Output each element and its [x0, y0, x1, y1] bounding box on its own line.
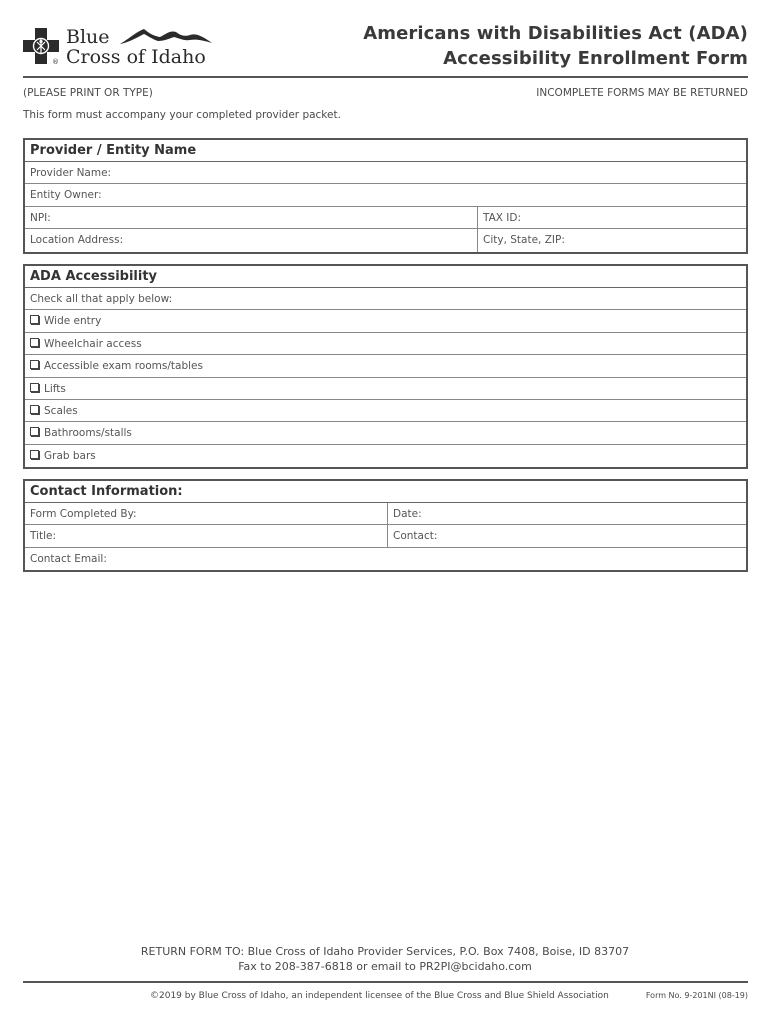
checkbox-icon[interactable]	[30, 360, 39, 369]
checkbox-icon[interactable]	[30, 315, 39, 324]
header-divider	[23, 76, 748, 78]
provider-section	[23, 138, 748, 254]
checkbox-option-grab-bars[interactable]	[25, 445, 746, 467]
npi-field[interactable]	[25, 207, 477, 228]
form-title-line1: Americans with Disabilities Act (ADA)	[363, 23, 748, 44]
provider-name-field[interactable]	[25, 162, 746, 184]
provider-section-heading: Provider / Entity Name	[25, 140, 746, 162]
checkbox-option-lifts[interactable]	[25, 378, 746, 400]
form-completed-by-label: Form Completed By:	[30, 508, 137, 520]
return-fax-email: Fax to 208-387-6818 or email to PR2PI@bcidaho.com	[238, 960, 532, 973]
date-label: Date:	[393, 508, 422, 520]
title-label: Title:	[30, 530, 57, 543]
checkbox-icon[interactable]	[30, 405, 39, 414]
checkbox-icon[interactable]	[30, 338, 39, 347]
checkbox-option-exam-rooms[interactable]	[25, 355, 746, 377]
contact-section	[23, 479, 748, 572]
city-state-zip-field[interactable]	[477, 229, 746, 251]
ada-instruction-row	[25, 288, 746, 310]
form-title-line2: Accessibility Enrollment Form	[443, 48, 748, 69]
location-address-field[interactable]	[25, 229, 477, 251]
print-instruction: (PLEASE PRINT OR TYPE)	[23, 87, 153, 99]
contact-section-heading: Contact Information:	[25, 481, 746, 503]
mountain-range-icon	[118, 26, 214, 48]
contact-email-field[interactable]	[25, 548, 746, 570]
date-field[interactable]	[387, 503, 746, 524]
footer-divider	[23, 981, 748, 983]
entity-owner-label: Entity Owner:	[30, 189, 102, 202]
logo-text-cross-of-idaho: Cross of Idaho	[66, 46, 206, 68]
checkbox-option-bathrooms[interactable]	[25, 422, 746, 444]
option-label: Wide entry	[44, 315, 102, 328]
ada-instruction: Check all that apply below:	[30, 293, 173, 305]
contact-field[interactable]	[387, 525, 746, 546]
return-address: RETURN FORM TO: Blue Cross of Idaho Provider Services, P.O. Box 7408, Boise, ID 83707	[140, 945, 630, 958]
address-row	[25, 229, 746, 251]
form-number: Form No. 9-201NI (08-19)	[645, 991, 748, 1000]
packet-instruction: This form must accompany your completed provider packet.	[23, 109, 341, 121]
checkbox-icon[interactable]	[30, 427, 39, 436]
title-field[interactable]	[25, 525, 387, 546]
checkbox-option-wheelchair-access[interactable]	[25, 333, 746, 355]
option-label: Lifts	[44, 382, 66, 395]
option-label: Scales	[44, 404, 78, 417]
tax-id-field[interactable]	[477, 207, 746, 228]
contact-email-label: Contact Email:	[30, 552, 107, 565]
tax-id-label: TAX ID:	[483, 211, 522, 224]
npi-taxid-row	[25, 207, 746, 229]
option-label: Wheelchair access	[44, 337, 142, 350]
option-label: Grab bars	[44, 449, 96, 462]
provider-name-label: Provider Name:	[30, 167, 112, 179]
copyright-notice: ©2019 by Blue Cross of Idaho, an independent licensee of the Blue Cross and Blue Shield Association	[150, 991, 609, 1001]
checkbox-option-wide-entry[interactable]	[25, 310, 746, 332]
checkbox-icon[interactable]	[30, 450, 39, 459]
completed-by-row	[25, 503, 746, 525]
checkbox-option-scales[interactable]	[25, 400, 746, 422]
ada-section	[23, 264, 748, 469]
option-label: Bathrooms/stalls	[44, 427, 132, 440]
entity-owner-field[interactable]	[25, 184, 746, 206]
registered-mark: ®	[52, 58, 59, 66]
checkbox-icon[interactable]	[30, 383, 39, 392]
incomplete-warning: INCOMPLETE FORMS MAY BE RETURNED	[536, 87, 748, 99]
option-label: Accessible exam rooms/tables	[44, 360, 203, 373]
npi-label: NPI:	[30, 211, 51, 224]
logo-text-blue: Blue	[66, 26, 110, 48]
form-completed-by-field[interactable]	[25, 503, 387, 524]
location-address-label: Location Address:	[30, 234, 124, 247]
city-state-zip-label: City, State, ZIP:	[483, 234, 565, 247]
title-row	[25, 525, 746, 547]
contact-label: Contact:	[393, 530, 438, 543]
ada-section-heading: ADA Accessibility	[25, 266, 746, 288]
